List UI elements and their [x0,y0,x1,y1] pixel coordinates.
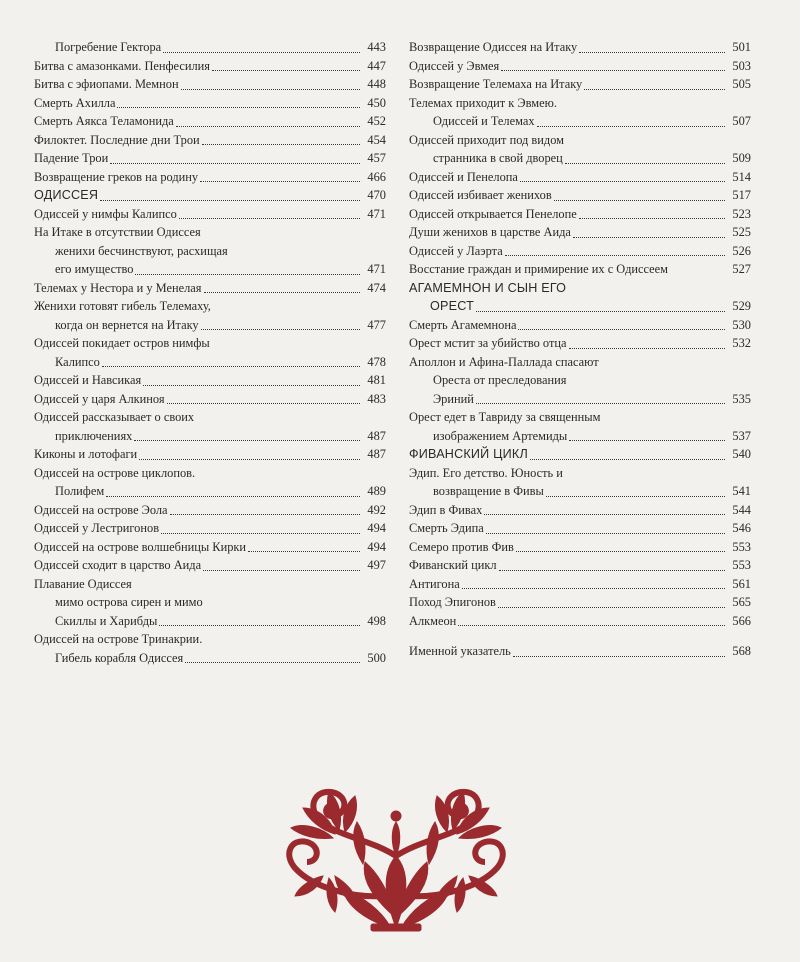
toc-leader-dots [579,51,725,53]
toc-leader-dots [212,348,360,349]
toc-leader-dots [100,199,360,201]
toc-section-heading [409,279,751,298]
toc-entry [34,538,386,557]
toc-entry [34,464,386,483]
toc-entry-title: Одиссей у царя Алкиноя [34,391,165,406]
toc-leader-dots [670,274,725,275]
toc-page-number: 474 [367,280,386,295]
toc-entry-title: Эдип в Фивах [409,502,483,517]
toc-leader-dots [102,365,360,367]
toc-entry [34,316,386,335]
toc-leader-dots [516,550,725,552]
toc-leader-dots [212,69,360,71]
toc-entry [34,556,386,575]
toc-leader-dots [170,513,360,515]
toc-entry [34,427,386,446]
toc-leader-dots [573,236,725,238]
toc-entry [34,630,386,649]
toc-leader-dots [203,569,360,571]
toc-entry [34,408,386,427]
toc-entry-title: Антигона [409,576,460,591]
toc-page-number: 471 [367,206,386,221]
toc-entry [409,316,751,335]
toc-page-number: 501 [732,40,751,54]
toc-entry-title: На Итаке в отсутствии Одиссея [34,225,201,239]
toc-leader-dots [161,532,360,534]
toc-entry [34,445,386,464]
toc-entry [409,501,751,520]
toc-entry [409,94,751,113]
toc-entry [409,223,751,242]
toc-entry [409,57,751,76]
toc-entry-title: Полифем [55,484,105,498]
toc-leader-dots [181,88,360,90]
toc-right-column [409,38,751,661]
toc-entry-title: Орест едет в Тавриду за священным [409,410,601,424]
toc-leader-dots [601,366,725,367]
toc-entry-title: Одиссей покидает остров нимфы [34,336,210,350]
toc-entry-title: Одиссей избивает женихов [409,188,552,202]
toc-entry-title: Орест мстит за убийство отца [409,336,567,350]
toc-page-number: 530 [732,317,751,332]
toc-page-number: 523 [732,206,751,221]
toc-entry [409,593,751,612]
toc-entry [409,75,751,94]
toc-page-number: 487 [367,447,386,461]
toc-leader-dots [559,107,725,108]
toc-page-number: 526 [732,243,751,258]
toc-entry-title: Падение Трои [34,151,109,165]
toc-entry-title: ОРЕСТ [430,299,474,313]
toc-leader-dots [202,143,360,145]
toc-entry-title: Плавание Одиссея [34,576,132,591]
toc-entry [34,575,386,594]
toc-entry [409,38,751,57]
toc-entry-title: Битва с амазонками. Пенфесилия [34,58,211,73]
toc-section-heading [34,186,386,205]
toc-leader-dots [204,644,360,645]
toc-entry [409,112,751,131]
toc-page-number: 525 [732,225,751,239]
toc-page-number: 500 [367,650,386,665]
toc-leader-dots [476,402,725,404]
toc-entry [34,38,386,57]
toc-entry [34,353,386,372]
toc-entry-title: изображением Артемиды [433,428,568,443]
toc-page-number: 568 [732,644,751,658]
toc-page-number: 517 [732,188,751,202]
toc-entry-title: Одиссей у Лестригонов [34,521,160,535]
toc-entry-title: Фиванский цикл [409,558,497,572]
toc-entry-title: Одиссей рассказывает о своих [34,410,195,424]
toc-leader-dots [106,495,360,497]
toc-leader-dots [579,217,725,219]
toc-entry-title: ОДИССЕЯ [34,188,99,202]
toc-entry-title: Одиссей у Эвмея [409,58,500,73]
toc-leader-dots [520,180,725,182]
toc-entry-title: Одиссей у нимфы Калипсо [34,206,177,221]
toc-page-number: 561 [732,576,751,591]
toc-entry [34,649,386,668]
toc-leader-dots [159,624,360,626]
toc-entry [409,131,751,150]
toc-page-number: 492 [367,502,386,517]
toc-leader-dots [518,328,725,330]
toc-entry [409,242,751,261]
toc-entry [34,501,386,520]
toc-entry [409,390,751,409]
toc-entry-title: Восстание граждан и примирение их с Одиссеем [409,262,669,276]
toc-page-number: 553 [732,539,751,554]
toc-leader-dots [163,51,360,53]
toc-entry-title: Одиссей на острове волшебницы Кирки [34,539,247,554]
toc-page-number: 450 [367,95,386,110]
toc-entry [409,575,751,594]
toc-leader-dots [546,495,725,497]
toc-entry-title: Ореста от преследования [433,373,567,387]
toc-page-number: 532 [732,336,751,350]
toc-page-number: 478 [367,354,386,369]
toc-leader-dots [513,655,725,657]
toc-entry-title: Одиссей открывается Пенелопе [409,206,577,221]
toc-entry [34,297,386,316]
toc-entry-title: Одиссей сходит в царство Аида [34,558,202,572]
toc-page-number: 535 [732,391,751,406]
toc-entry-title: ФИВАНСКИЙ ЦИКЛ [409,447,528,461]
toc-entry [34,519,386,538]
toc-page-number: 452 [367,114,386,128]
toc-page-number: 553 [732,558,751,572]
toc-page-number: 447 [367,58,386,73]
toc-leader-dots [117,106,360,108]
toc-entry [409,612,751,631]
toc-page-number: 470 [367,188,386,202]
toc-entry-title: Одиссей и Навсикая [34,373,142,387]
toc-leader-dots [200,180,360,182]
toc-page-number: 514 [732,169,751,184]
toc-entry [409,427,751,446]
toc-entry-title: Семеро против Фив [409,539,514,554]
toc-leader-dots [203,237,360,238]
toc-page-number: 527 [732,262,751,276]
toc-entry [409,482,751,501]
toc-leader-dots [139,458,360,460]
toc-entry-title: Одиссей на острове Тринакрии. [34,632,203,646]
toc-page-number: 454 [367,132,386,147]
toc-entry-title: когда он вернется на Итаку [55,317,199,332]
toc-leader-dots [484,513,725,515]
toc-leader-dots [476,310,725,312]
toc-page-number: 443 [367,40,386,54]
toc-spacer [409,630,751,642]
toc-leader-dots [498,606,725,608]
toc-page-number: 483 [367,391,386,406]
toc-entry [34,390,386,409]
toc-page-number: 546 [732,521,751,535]
toc-entry [409,168,751,187]
toc-entry-title: его имущество [55,262,134,276]
toc-leader-dots [248,550,360,552]
toc-leader-dots [462,587,725,589]
toc-entry-title: Алкмеон [409,613,457,628]
toc-page-number: 466 [367,169,386,184]
toc-leader-dots [196,422,360,423]
toc-entry [34,612,386,631]
toc-page-number: 565 [732,595,751,609]
toc-entry [409,334,751,353]
toc-entry-title: Одиссей на острове циклопов. [34,465,196,480]
toc-entry [409,464,751,483]
toc-entry-title: Смерть Эдипа [409,521,484,535]
toc-leader-dots [197,477,360,478]
toc-entry-title: Одиссей у Лаэрта [409,243,503,258]
toc-leader-dots [185,661,360,663]
toc-page-number: 505 [732,77,751,91]
toc-entry [34,260,386,279]
toc-entry-title: Эриний [433,391,474,406]
toc-entry-title: Поход Эпигонов [409,595,496,609]
toc-leader-dots [530,458,725,460]
toc-entry-title: АГАМЕМНОН И СЫН ЕГО [409,280,567,295]
toc-entry [34,223,386,242]
toc-page-number: 507 [732,114,751,128]
toc-page-number: 494 [367,539,386,554]
toc-page-number: 487 [367,428,386,443]
toc-entry [34,279,386,298]
toc-entry-title: Возвращение греков на родину [34,169,199,184]
toc-page-number: 503 [732,58,751,73]
toc-leader-dots [179,217,360,219]
toc-entry-title: Калипсо [55,354,100,369]
toc-section-heading [409,445,751,464]
toc-leader-dots [486,532,725,534]
toc-entry-title: странника в свой дворец [433,151,563,165]
toc-page-number: 481 [367,373,386,387]
toc-entry-title: Одиссей приходит под видом [409,132,565,147]
toc-entry-title: возвращение в Фивы [433,484,544,498]
toc-page-number: 544 [732,502,751,517]
toc-entry-title: Возвращение Одиссея на Итаку [409,40,578,54]
toc-leader-dots [568,292,725,293]
toc-entry [34,482,386,501]
toc-page-number: 540 [732,447,751,461]
toc-entry-title: Киконы и лотофаги [34,447,138,461]
toc-entry-title: Телемах у Нестора и у Менелая [34,280,202,295]
toc-entry-title: Скиллы и Харибды [55,613,158,628]
palmette-ornament [273,778,519,936]
ornament-right-scroll [396,792,503,912]
toc-entry [409,260,751,279]
toc-entry-title: мимо острова сирен и мимо [55,595,203,609]
toc-entry-title: Одиссей на острове Эола [34,502,168,517]
toc-entry-title: Одиссей и Телемах [433,114,535,128]
toc-entry-title: Возвращение Телемаха на Итаку [409,77,583,91]
toc-leader-dots [499,569,725,571]
toc-leader-dots [134,588,360,589]
toc-leader-dots [458,624,725,626]
toc-page-number: 477 [367,317,386,332]
toc-entry [409,353,751,372]
toc-entry-title: Женихи готовят гибель Телемаху, [34,299,211,313]
toc-leader-dots [565,162,725,164]
toc-entry [409,556,751,575]
toc-entry [34,242,386,261]
toc-entry-title: Телемах приходит к Эвмею. [409,95,557,110]
toc-leader-dots [501,69,725,71]
toc-page-number: 497 [367,558,386,572]
toc-leader-dots [537,125,725,127]
toc-entry [409,642,751,661]
toc-entry [34,94,386,113]
toc-entry-title: женихи бесчинствуют, расхищая [55,243,228,258]
toc-entry [34,205,386,224]
toc-leader-dots [568,385,725,386]
toc-entry-title: Души женихов в царстве Аида [409,225,571,239]
toc-left-column [34,38,386,667]
toc-entry-title: Погребение Гектора [55,40,162,54]
toc-entry [409,205,751,224]
toc-entry-title: Смерть Агамемнона [409,317,517,332]
toc-page-number: 448 [367,77,386,91]
toc-leader-dots [569,439,725,441]
toc-leader-dots [205,607,360,608]
toc-entry [34,112,386,131]
toc-leader-dots [566,144,725,145]
toc-entry [409,538,751,557]
toc-page-number: 529 [732,299,751,313]
toc-page-number: 471 [367,262,386,276]
toc-page-number: 541 [732,484,751,498]
toc-entry [409,371,751,390]
toc-leader-dots [204,291,360,293]
toc-entry-title: Битва с эфиопами. Мемнон [34,77,179,91]
toc-entry [409,519,751,538]
toc-leader-dots [230,255,360,256]
toc-entry [34,593,386,612]
toc-entry [409,149,751,168]
toc-leader-dots [569,347,725,349]
toc-entry-title: Одиссей и Пенелопа [409,169,518,184]
toc-entry [34,57,386,76]
toc-leader-dots [201,328,360,330]
toc-entry [409,408,751,427]
toc-leader-dots [143,384,360,386]
toc-leader-dots [176,125,360,127]
toc-leader-dots [602,422,725,423]
toc-entry-title: Смерть Ахилла [34,95,116,110]
toc-entry [409,186,751,205]
toc-entry-title: Смерть Аякса Теламонида [34,114,174,128]
toc-entry-title: Эдип. Его детство. Юность и [409,465,563,480]
toc-section-heading [409,297,751,316]
toc-entry [34,149,386,168]
toc-entry-title: приключениях [55,428,133,443]
toc-entry-title: Филоктет. Последние дни Трои [34,132,200,147]
toc-leader-dots [584,88,725,90]
toc-leader-dots [565,477,725,478]
toc-page-number: 489 [367,484,386,498]
toc-leader-dots [505,254,725,256]
toc-leader-dots [110,162,360,164]
toc-leader-dots [167,402,360,404]
toc-entry-title: Аполлон и Афина-Паллада спасают [409,354,599,369]
toc-page-number: 566 [732,613,751,628]
toc-entry [34,75,386,94]
toc-entry [34,168,386,187]
toc-page-number: 537 [732,428,751,443]
toc-leader-dots [135,273,360,275]
toc-page-number: 509 [732,151,751,165]
toc-leader-dots [134,439,360,441]
ornament-left-scroll [289,792,396,912]
toc-page-number: 457 [367,151,386,165]
toc-leader-dots [554,199,725,201]
toc-page-number: 494 [367,521,386,535]
toc-entry [34,131,386,150]
toc-page-number: 498 [367,613,386,628]
toc-entry [34,371,386,390]
toc-entry [34,334,386,353]
toc-leader-dots [213,311,360,312]
toc-entry-title: Именной указатель [409,644,511,658]
toc-entry-title: Гибель корабля Одиссея [55,650,184,665]
